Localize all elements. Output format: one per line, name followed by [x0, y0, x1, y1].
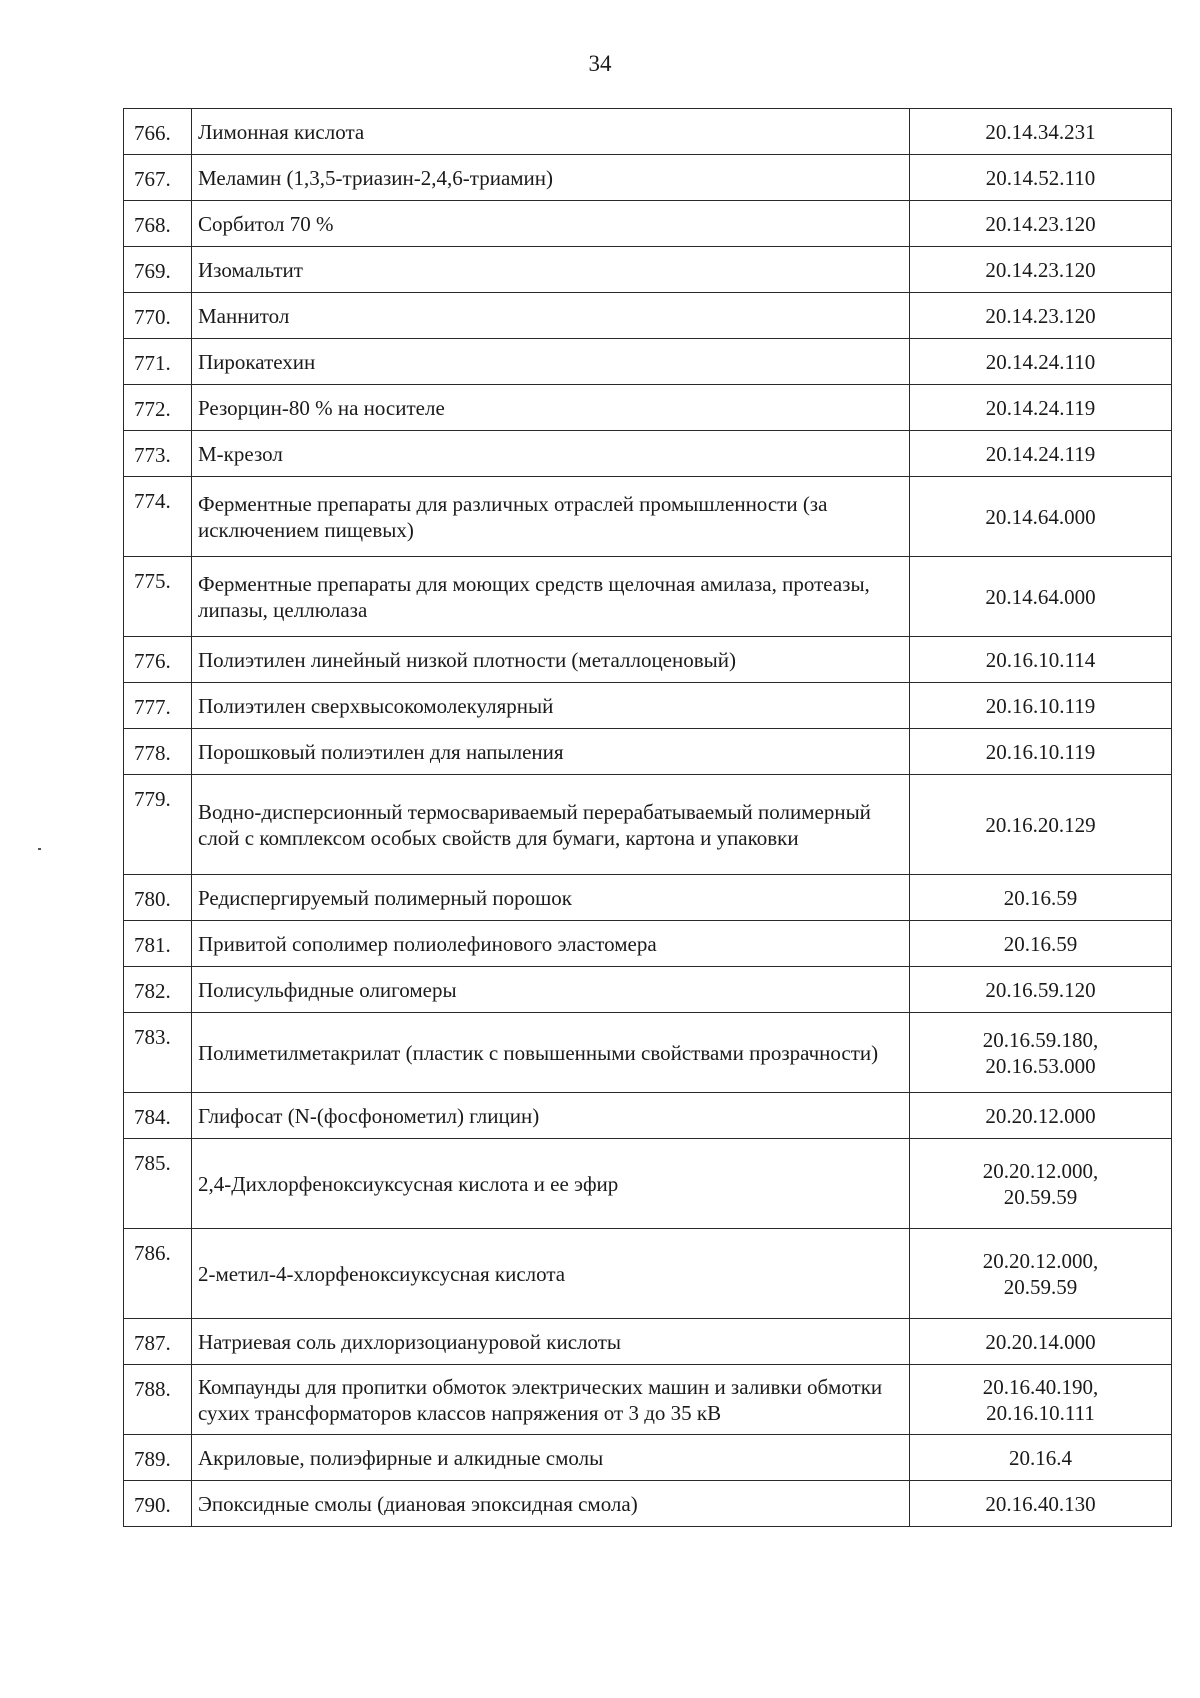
- okpd2-code: 20.16.59: [910, 921, 1172, 967]
- row-number: 779.: [124, 775, 192, 875]
- okpd2-code: 20.20.12.000, 20.59.59: [910, 1139, 1172, 1229]
- row-number: 771.: [124, 339, 192, 385]
- table-row: [124, 431, 1172, 477]
- row-number: 790.: [124, 1481, 192, 1527]
- substance-name: Полисульфидные олигомеры: [192, 967, 910, 1013]
- row-number: 778.: [124, 729, 192, 775]
- okpd2-code: 20.14.34.231: [910, 109, 1172, 155]
- table-row: [124, 637, 1172, 683]
- row-number: 772.: [124, 385, 192, 431]
- table-row: [124, 477, 1172, 557]
- substance-name: Ферментные препараты для различных отраслей промышленности (за исключением пищевых): [192, 477, 910, 557]
- okpd2-code: 20.16.10.114: [910, 637, 1172, 683]
- okpd2-code: 20.20.14.000: [910, 1319, 1172, 1365]
- okpd2-code: 20.14.23.120: [910, 247, 1172, 293]
- substance-name: Порошковый полиэтилен для напыления: [192, 729, 910, 775]
- table-row: [124, 557, 1172, 637]
- table-row: [124, 921, 1172, 967]
- okpd2-code: 20.16.59.120: [910, 967, 1172, 1013]
- okpd2-code: 20.14.23.120: [910, 201, 1172, 247]
- substance-name: Полиэтилен линейный низкой плотности (металлоценовый): [192, 637, 910, 683]
- substance-name: Изомальтит: [192, 247, 910, 293]
- table-row: [124, 339, 1172, 385]
- substance-name: Глифосат (N-(фосфонометил) глицин): [192, 1093, 910, 1139]
- row-number: 769.: [124, 247, 192, 293]
- okpd2-code: 20.20.12.000, 20.59.59: [910, 1229, 1172, 1319]
- row-number: 788.: [124, 1365, 192, 1435]
- page-number: 34: [588, 51, 612, 76]
- row-number: 785.: [124, 1139, 192, 1229]
- table-row: [124, 775, 1172, 875]
- row-number: 782.: [124, 967, 192, 1013]
- substance-name: Эпоксидные смолы (диановая эпоксидная смола): [192, 1481, 910, 1527]
- table-row: [124, 729, 1172, 775]
- row-number: 786.: [124, 1229, 192, 1319]
- okpd2-code: 20.16.4: [910, 1435, 1172, 1481]
- okpd2-code: 20.16.10.119: [910, 729, 1172, 775]
- substance-name: Резорцин-80 % на носителе: [192, 385, 910, 431]
- okpd2-code: 20.14.64.000: [910, 557, 1172, 637]
- substance-name: Привитой сополимер полиолефинового эластомера: [192, 921, 910, 967]
- table-row: [124, 967, 1172, 1013]
- scan-speck: [38, 848, 41, 850]
- okpd2-code: 20.16.59.180, 20.16.53.000: [910, 1013, 1172, 1093]
- okpd2-code: 20.16.20.129: [910, 775, 1172, 875]
- table-body: [124, 109, 1172, 1527]
- row-number: 781.: [124, 921, 192, 967]
- substance-name: 2-метил-4-хлорфеноксиуксусная кислота: [192, 1229, 910, 1319]
- substances-table: [123, 108, 1172, 1527]
- table-row: [124, 385, 1172, 431]
- okpd2-code: 20.14.52.110: [910, 155, 1172, 201]
- row-number: 777.: [124, 683, 192, 729]
- table-row: [124, 1319, 1172, 1365]
- okpd2-code: 20.14.24.119: [910, 431, 1172, 477]
- row-number: 789.: [124, 1435, 192, 1481]
- table-row: [124, 683, 1172, 729]
- row-number: 767.: [124, 155, 192, 201]
- row-number: 787.: [124, 1319, 192, 1365]
- substance-name: Лимонная кислота: [192, 109, 910, 155]
- row-number: 784.: [124, 1093, 192, 1139]
- table-row: [124, 875, 1172, 921]
- table-row: [124, 1229, 1172, 1319]
- substance-name: Меламин (1,3,5-триазин-2,4,6-триамин): [192, 155, 910, 201]
- table-row: [124, 293, 1172, 339]
- row-number: 770.: [124, 293, 192, 339]
- substance-name: Натриевая соль дихлоризоциануровой кислоты: [192, 1319, 910, 1365]
- okpd2-code: 20.16.59: [910, 875, 1172, 921]
- substance-name: Полиэтилен сверхвысокомолекулярный: [192, 683, 910, 729]
- okpd2-code: 20.14.64.000: [910, 477, 1172, 557]
- table-row: [124, 1365, 1172, 1435]
- substance-name: Маннитол: [192, 293, 910, 339]
- table-row: [124, 1139, 1172, 1229]
- substance-name: 2,4-Дихлорфеноксиуксусная кислота и ее эфир: [192, 1139, 910, 1229]
- table-row: [124, 1093, 1172, 1139]
- row-number: 774.: [124, 477, 192, 557]
- okpd2-code: 20.20.12.000: [910, 1093, 1172, 1139]
- row-number: 773.: [124, 431, 192, 477]
- table-row: [124, 109, 1172, 155]
- okpd2-code: 20.16.40.130: [910, 1481, 1172, 1527]
- substance-name: Акриловые, полиэфирные и алкидные смолы: [192, 1435, 910, 1481]
- substance-name: Ферментные препараты для моющих средств щелочная амилаза, протеазы, липазы, целлюлаза: [192, 557, 910, 637]
- okpd2-code: 20.14.24.119: [910, 385, 1172, 431]
- substance-name: Редиспергируемый полимерный порошок: [192, 875, 910, 921]
- table-row: [124, 1013, 1172, 1093]
- row-number: 783.: [124, 1013, 192, 1093]
- substance-name: М-крезол: [192, 431, 910, 477]
- okpd2-code: 20.16.10.119: [910, 683, 1172, 729]
- substance-name: Компаунды для пропитки обмоток электрических машин и заливки обмотки сухих трансформаторов классов напряжения от 3 до 35 кВ: [192, 1365, 910, 1435]
- row-number: 775.: [124, 557, 192, 637]
- row-number: 768.: [124, 201, 192, 247]
- substance-name: Сорбитол 70 %: [192, 201, 910, 247]
- table-row: [124, 1481, 1172, 1527]
- table-row: [124, 155, 1172, 201]
- substance-name: Пирокатехин: [192, 339, 910, 385]
- substance-name: Водно-дисперсионный термосвариваемый перерабатываемый полимерный слой с комплексом особых свойств для бумаги, картона и упаковки: [192, 775, 910, 875]
- row-number: 766.: [124, 109, 192, 155]
- table-row: [124, 201, 1172, 247]
- row-number: 776.: [124, 637, 192, 683]
- okpd2-code: 20.14.24.110: [910, 339, 1172, 385]
- table-row: [124, 247, 1172, 293]
- row-number: 780.: [124, 875, 192, 921]
- okpd2-code: 20.16.40.190, 20.16.10.111: [910, 1365, 1172, 1435]
- substance-name: Полиметилметакрилат (пластик с повышенными свойствами прозрачности): [192, 1013, 910, 1093]
- okpd2-code: 20.14.23.120: [910, 293, 1172, 339]
- table-row: [124, 1435, 1172, 1481]
